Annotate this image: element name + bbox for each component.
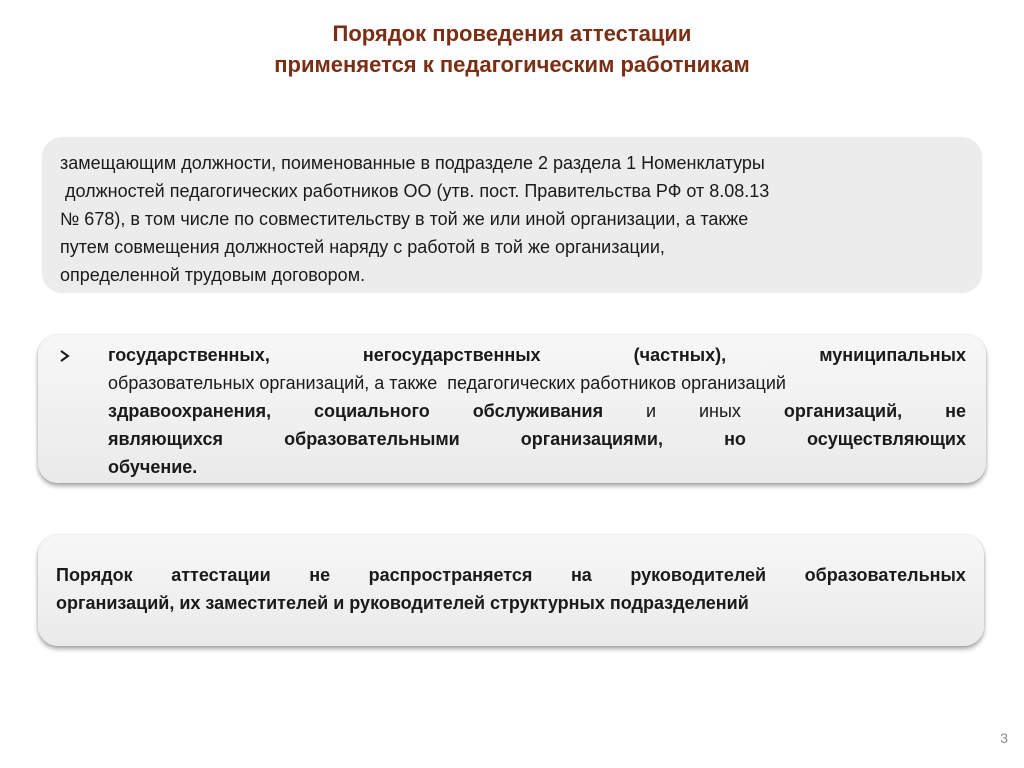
org-word: государственных, [108, 345, 270, 365]
title-line-1: Порядок проведения аттестации [332, 21, 692, 46]
organizations-line-3 [108, 397, 966, 425]
org-word: обучение. [108, 457, 198, 477]
org-word: осуществляющих [807, 429, 966, 449]
organizations-line-5 [108, 453, 966, 481]
title-line-2: применяется к педагогическим работникам [274, 52, 750, 77]
org-word: (частных), [633, 345, 727, 365]
org-word: иных [698, 401, 741, 421]
organizations-line-4 [108, 425, 966, 453]
exclusion-word: на [570, 565, 592, 585]
org-word: но [724, 429, 746, 449]
exclusion-line-1 [56, 561, 966, 589]
organizations-line-2 [108, 369, 966, 397]
positions-line-5: определенной трудовым договором. [60, 265, 366, 285]
org-word: социального [314, 401, 430, 421]
positions-line-2: должностей педагогических работников ОО (утв. пост. Правительства РФ от 8.08.13 [60, 181, 770, 201]
organizations-box [38, 335, 986, 483]
org-text: образовательных организаций, а также педагогических работников организаций [108, 373, 786, 393]
org-word: образовательными [284, 429, 460, 449]
org-word: являющихся [108, 429, 223, 449]
org-word: обслуживания [472, 401, 604, 421]
exclusion-word: Порядок [56, 565, 133, 585]
exclusion-word: не [309, 565, 331, 585]
org-word: организаций, [783, 401, 903, 421]
org-word: организациями, [520, 429, 663, 449]
organizations-line-1 [108, 341, 966, 369]
exclusion-box [38, 535, 984, 646]
exclusion-word: распространяется [368, 565, 533, 585]
slide-title [0, 18, 1024, 80]
exclusion-word: образовательных [804, 565, 966, 585]
org-word: здравоохранения, [108, 401, 272, 421]
exclusion-word: руководителей [630, 565, 767, 585]
arrow-bullet-icon [58, 342, 72, 370]
org-word: негосударственных [362, 345, 541, 365]
exclusion-line-2 [56, 589, 966, 617]
org-word: не [945, 401, 966, 421]
positions-line-1: замещающим должности, поименованные в подразделе 2 раздела 1 Номенклатуры [60, 153, 765, 173]
positions-box [42, 137, 982, 293]
page-number: 3 [1000, 730, 1008, 746]
org-word: муниципальных [819, 345, 966, 365]
positions-line-4: путем совмещения должностей наряду с работой в той же организации, [60, 237, 665, 257]
exclusion-word: аттестации [171, 565, 271, 585]
org-word: и [646, 401, 657, 421]
exclusion-text: организаций, их заместителей и руководителей структурных подразделений [56, 593, 749, 613]
positions-line-3: № 678), в том числе по совместительству в той же или иной организации, а также [60, 209, 749, 229]
